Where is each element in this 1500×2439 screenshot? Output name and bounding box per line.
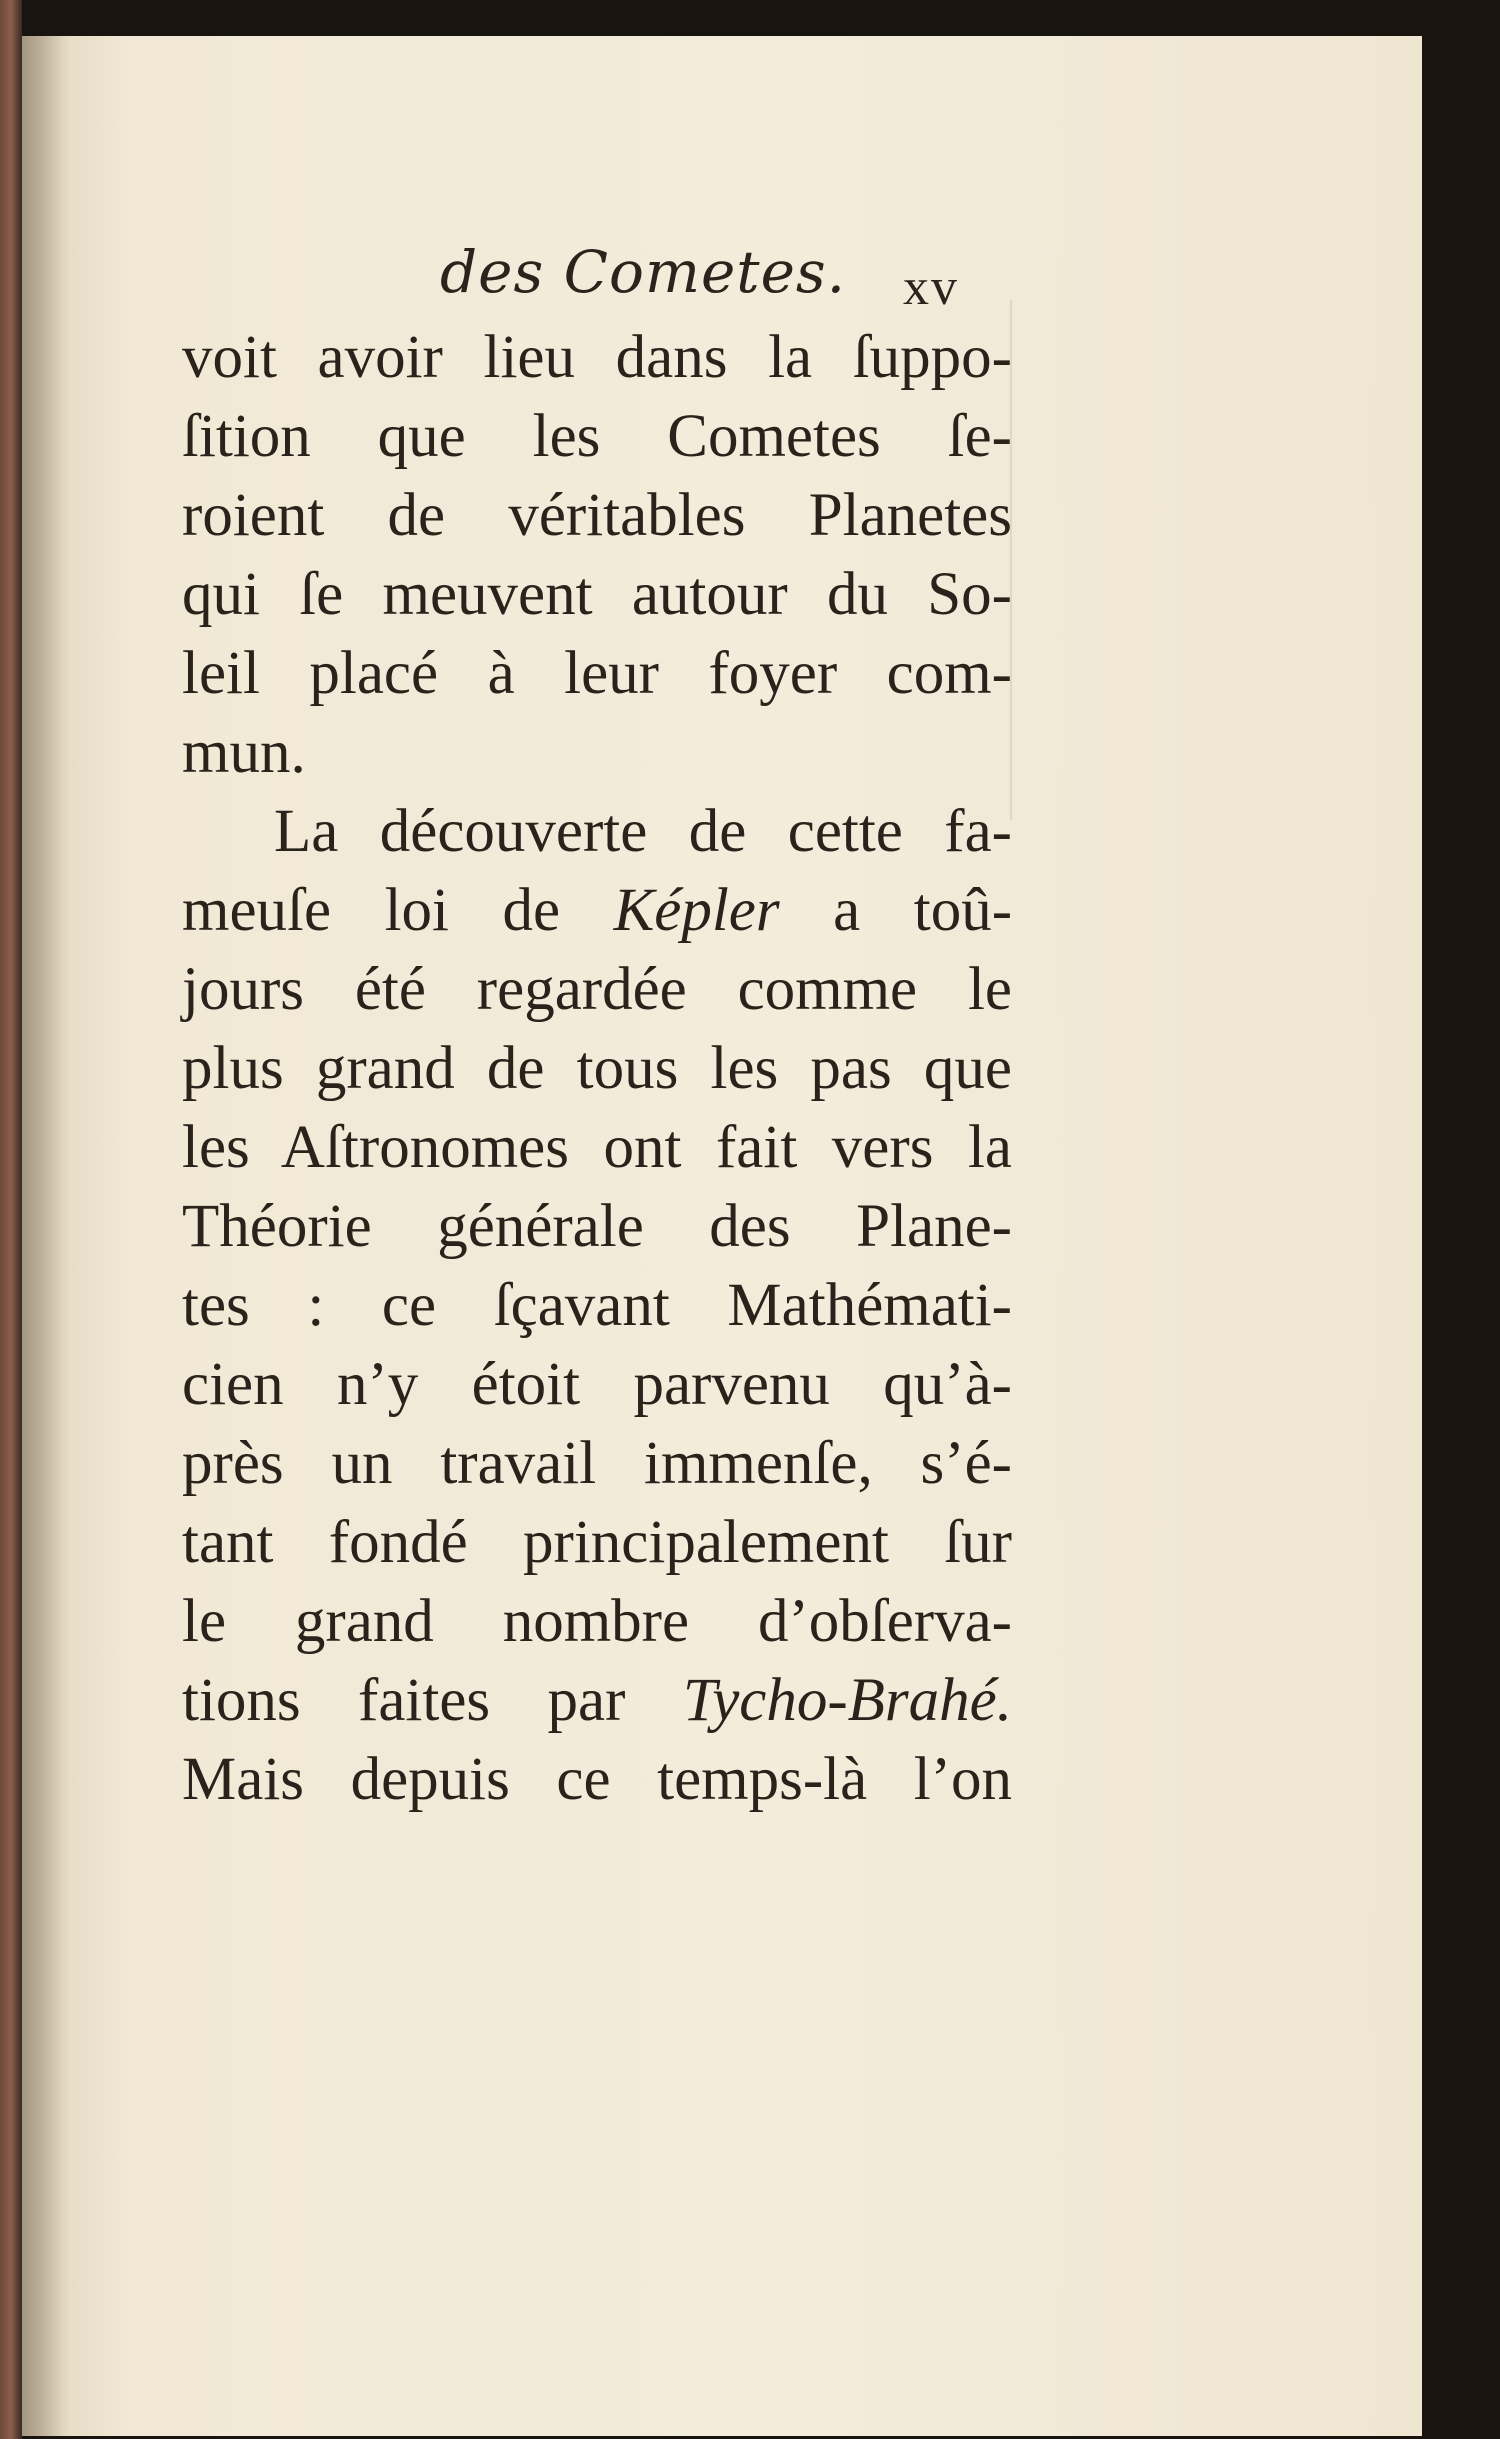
text-line: voit avoir lieu dans la ſuppo- xyxy=(182,324,1012,391)
text-segment: meuſe loi de xyxy=(182,877,614,944)
page-number: xv xyxy=(903,259,959,316)
show-through-shadow xyxy=(1010,300,1042,820)
page-gutter-shadow xyxy=(22,36,70,2436)
text-line xyxy=(182,877,1013,944)
paragraph-start-line: La découverte de cette fa- xyxy=(274,798,1012,865)
text-line: Théorie générale des Plane- xyxy=(182,1193,1012,1260)
text-line: roient de véritables Planetes xyxy=(182,482,1012,549)
text-line: leil placé à leur foyer com- xyxy=(182,640,1012,707)
running-head: des Cometes. xyxy=(440,238,847,306)
text-segment: tions faites par xyxy=(182,1667,683,1734)
text-line: Mais depuis ce temps-là l’on xyxy=(182,1746,1012,1813)
text-line: qui ſe meuvent autour du So- xyxy=(182,561,1012,628)
text-line: près un travail immenſe, s’é- xyxy=(182,1430,1012,1497)
book-binding-edge xyxy=(0,0,22,2439)
text-line: plus grand de tous les pas que xyxy=(182,1035,1012,1102)
text-line xyxy=(182,1667,1012,1734)
text-line: mun. xyxy=(182,719,306,786)
text-line: le grand nombre d’obſerva- xyxy=(182,1588,1012,1655)
text-segment: a toû- xyxy=(779,877,1013,944)
name-tycho-brahe: Tycho-Brahé. xyxy=(682,1667,1012,1734)
text-line: tant fondé principalement ſur xyxy=(182,1509,1012,1576)
text-line: les Aſtronomes ont fait vers la xyxy=(182,1114,1012,1181)
text-line: jours été regardée comme le xyxy=(182,956,1012,1023)
text-line: ſition que les Cometes ſe- xyxy=(182,403,1012,470)
name-kepler: Képler xyxy=(613,877,780,944)
text-line: tes : ce ſçavant Mathémati- xyxy=(182,1272,1012,1339)
text-line: cien n’y étoit parvenu qu’à- xyxy=(182,1351,1012,1418)
